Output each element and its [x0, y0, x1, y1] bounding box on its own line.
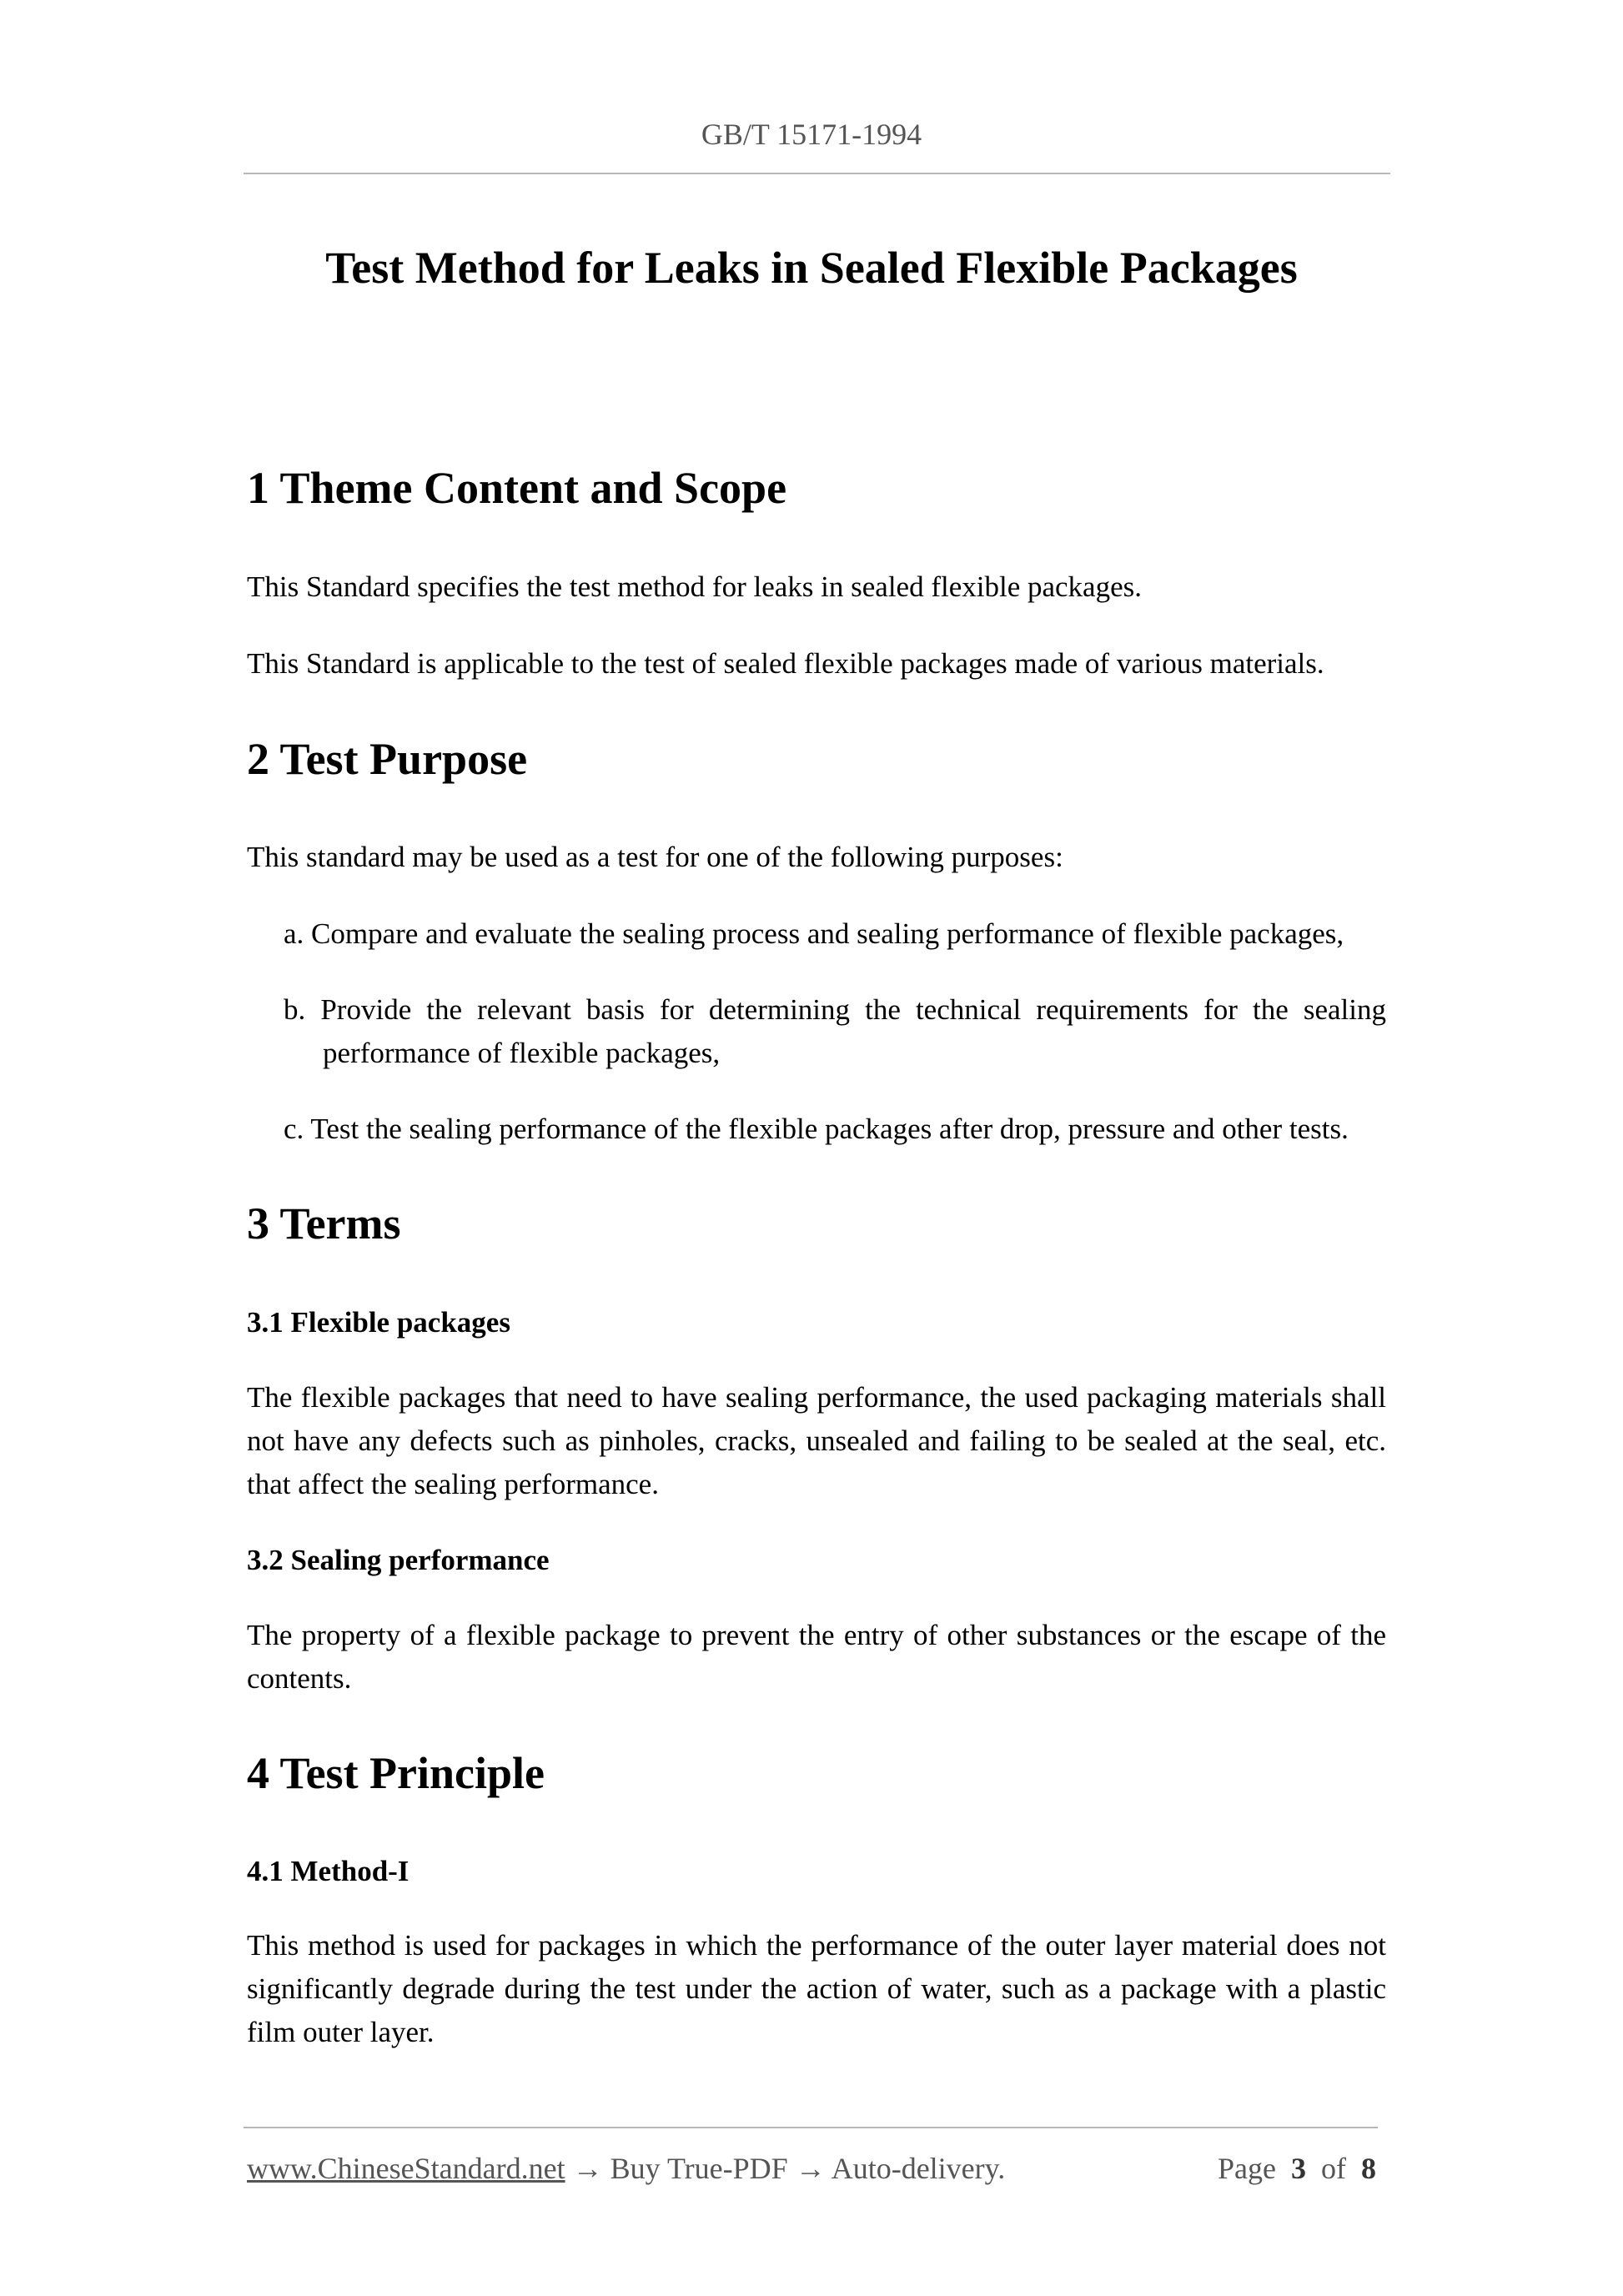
- purpose-item-b-marker: b.: [284, 993, 306, 1026]
- website-link[interactable]: www.ChineseStandard.net: [247, 2152, 565, 2185]
- purpose-item-a: [284, 912, 1386, 956]
- footer-left: [247, 2150, 1005, 2187]
- page-indicator: [1218, 2150, 1376, 2187]
- current-page-number: 3: [1291, 2152, 1306, 2185]
- document-title: Test Method for Leaks in Sealed Flexible Packages: [325, 243, 1298, 293]
- footer-buy-text: Buy True-PDF: [610, 2152, 788, 2185]
- subsection-4-1-text: This method is used for packages in which the performance of the outer layer material does not significantly degrade during the test under the action of water, such as a package with a plastic film outer layer.: [247, 1929, 1386, 2048]
- section-3-heading: 3 Terms: [247, 1198, 401, 1248]
- purpose-item-c-text: Test the sealing performance of the flexible packages after drop, pressure and other tests.: [310, 1113, 1349, 1145]
- section-2-intro: This standard may be used as a test for one of the following purposes:: [247, 841, 1063, 873]
- purpose-item-b-text-1: Provide the relevant basis for determining the technical requirements for the sealing: [320, 993, 1387, 1026]
- footer-divider: [244, 2127, 1378, 2128]
- subsection-4-1-heading: 4.1 Method-I: [247, 1855, 410, 1887]
- section-4-heading: 4 Test Principle: [247, 1748, 545, 1798]
- section-2-heading: 2 Test Purpose: [247, 734, 528, 784]
- section-1-paragraph-1: This Standard specifies the test method for leaks in sealed flexible packages.: [247, 570, 1142, 603]
- running-header: GB/T 15171-1994: [701, 118, 922, 151]
- of-label: of: [1321, 2152, 1346, 2185]
- subsection-3-2-text: The property of a flexible package to prevent the entry of other substances or the escape of the contents.: [247, 1619, 1386, 1695]
- arrow-right-icon: →: [572, 2152, 603, 2185]
- purpose-item-c: [284, 1108, 1386, 1151]
- subsection-3-1-text: The flexible packages that need to have sealing performance, the used packaging materials shall not have any defects such as pinholes, cracks, unsealed and failing to be sealed at the seal, etc. that affect the sealing performance.: [247, 1381, 1386, 1500]
- subsection-3-2-heading: 3.2 Sealing performance: [247, 1544, 550, 1576]
- purpose-item-b-line-2: performance of flexible packages,: [323, 1037, 721, 1069]
- section-1-paragraph-2: This Standard is applicable to the test of sealed flexible packages made of various materials.: [247, 647, 1324, 680]
- purpose-item-b-line-1: [284, 988, 1386, 1032]
- purpose-item-a-marker: a.: [284, 917, 304, 950]
- header-divider: [244, 173, 1390, 174]
- purpose-item-a-text: Compare and evaluate the sealing process and sealing performance of flexible packages,: [311, 917, 1344, 950]
- purpose-item-c-marker: c.: [284, 1113, 304, 1145]
- arrow-right-icon: →: [795, 2152, 826, 2185]
- total-pages-number: 8: [1361, 2152, 1376, 2185]
- section-1-heading: 1 Theme Content and Scope: [247, 463, 787, 513]
- page-label: Page: [1218, 2152, 1276, 2185]
- subsection-3-1-heading: 3.1 Flexible packages: [247, 1306, 510, 1339]
- footer-delivery-text: Auto-delivery.: [831, 2152, 1006, 2185]
